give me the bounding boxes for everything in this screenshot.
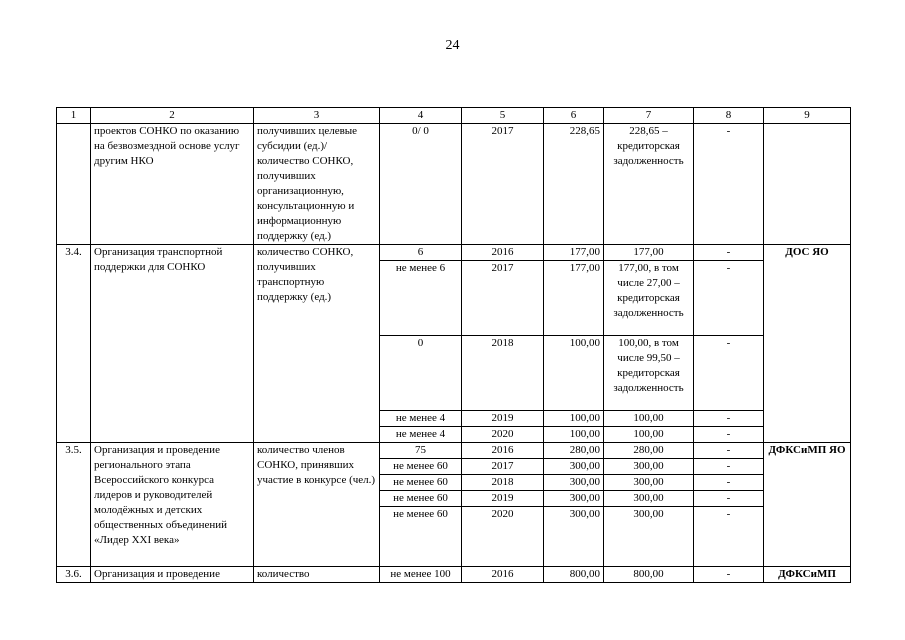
- cell-col8: -: [694, 427, 764, 443]
- cell-note: 100,00: [604, 411, 694, 427]
- table-row: [57, 443, 851, 459]
- cell-indicator: количество: [254, 567, 380, 583]
- cell-target: 6: [380, 245, 462, 261]
- cell-year: 2020: [462, 507, 544, 567]
- cell-indicator: количество СОНКО, получивших транспортную поддержку (ед.): [254, 245, 380, 443]
- cell-num: 3.4.: [57, 245, 91, 443]
- cell-year: 2018: [462, 475, 544, 491]
- cell-amount: 100,00: [544, 427, 604, 443]
- table-row: [57, 567, 851, 583]
- cell-col8: -: [694, 459, 764, 475]
- cell-amount: 228,65: [544, 124, 604, 245]
- page-number: 24: [445, 38, 460, 53]
- header-cell: 1: [57, 108, 91, 124]
- cell-note: 228,65 – кредиторская задолженность: [604, 124, 694, 245]
- cell-note: 300,00: [604, 491, 694, 507]
- cell-amount: 300,00: [544, 475, 604, 491]
- cell-indicator: количество членов СОНКО, принявших участие в конкурсе (чел.): [254, 443, 380, 567]
- cell-target: 0: [380, 336, 462, 411]
- cell-title: Организация транспортной поддержки для СОНКО: [91, 245, 254, 443]
- cell-target: не менее 60: [380, 459, 462, 475]
- cell-col8: -: [694, 507, 764, 567]
- cell-note: 300,00: [604, 459, 694, 475]
- cell-col8: -: [694, 124, 764, 245]
- cell-num: [57, 124, 91, 245]
- cell-note: 800,00: [604, 567, 694, 583]
- cell-amount: 177,00: [544, 261, 604, 336]
- cell-col8: -: [694, 443, 764, 459]
- table-row: [57, 245, 851, 261]
- cell-amount: 280,00: [544, 443, 604, 459]
- cell-col8: -: [694, 567, 764, 583]
- cell-note: 300,00: [604, 507, 694, 567]
- cell-target: не менее 6: [380, 261, 462, 336]
- cell-col8: -: [694, 261, 764, 336]
- cell-target: не менее 60: [380, 507, 462, 567]
- cell-year: 2016: [462, 245, 544, 261]
- cell-target: не менее 60: [380, 491, 462, 507]
- cell-executor: ДФКСиМП: [764, 567, 851, 583]
- cell-note: 100,00, в том числе 99,50 – кредиторская задолженность: [604, 336, 694, 411]
- header-cell: 8: [694, 108, 764, 124]
- cell-note: 177,00, в том числе 27,00 – кредиторская задолженность: [604, 261, 694, 336]
- cell-year: 2019: [462, 491, 544, 507]
- cell-note: 280,00: [604, 443, 694, 459]
- cell-amount: 100,00: [544, 411, 604, 427]
- cell-title: Организация и проведение регионального этапа Всероссийского конкурса лидеров и руководителей молодёжных и детских общественных объединений «Лидер XXI века»: [91, 443, 254, 567]
- header-row: [57, 108, 851, 124]
- cell-col8: -: [694, 475, 764, 491]
- cell-target: 75: [380, 443, 462, 459]
- cell-num: 3.5.: [57, 443, 91, 567]
- cell-year: 2017: [462, 261, 544, 336]
- cell-note: 300,00: [604, 475, 694, 491]
- cell-year: 2017: [462, 124, 544, 245]
- cell-executor: ДОС ЯО: [764, 245, 851, 443]
- program-table: [56, 107, 851, 583]
- cell-title: проектов СОНКО по оказанию на безвозмездной основе услуг другим НКО: [91, 124, 254, 245]
- header-cell: 3: [254, 108, 380, 124]
- cell-executor: ДФКСиМП ЯО: [764, 443, 851, 567]
- cell-amount: 300,00: [544, 491, 604, 507]
- header-cell: 5: [462, 108, 544, 124]
- cell-title: Организация и проведение: [91, 567, 254, 583]
- cell-executor: [764, 124, 851, 245]
- header-cell: 4: [380, 108, 462, 124]
- cell-amount: 300,00: [544, 459, 604, 475]
- cell-col8: -: [694, 245, 764, 261]
- cell-indicator: получивших целевые субсидии (ед.)/ количество СОНКО, получивших организационную, консультационную и информационную поддержку (ед.): [254, 124, 380, 245]
- header-cell: 9: [764, 108, 851, 124]
- cell-amount: 300,00: [544, 507, 604, 567]
- header-cell: 6: [544, 108, 604, 124]
- cell-year: 2016: [462, 567, 544, 583]
- cell-target: не менее 100: [380, 567, 462, 583]
- table-row: [57, 124, 851, 245]
- cell-note: 100,00: [604, 427, 694, 443]
- cell-num: 3.6.: [57, 567, 91, 583]
- cell-col8: -: [694, 336, 764, 411]
- cell-year: 2016: [462, 443, 544, 459]
- cell-target: 0/ 0: [380, 124, 462, 245]
- cell-amount: 100,00: [544, 336, 604, 411]
- header-cell: 2: [91, 108, 254, 124]
- cell-year: 2017: [462, 459, 544, 475]
- header-cell: 7: [604, 108, 694, 124]
- cell-year: 2018: [462, 336, 544, 411]
- cell-year: 2019: [462, 411, 544, 427]
- cell-amount: 800,00: [544, 567, 604, 583]
- cell-amount: 177,00: [544, 245, 604, 261]
- cell-col8: -: [694, 411, 764, 427]
- cell-year: 2020: [462, 427, 544, 443]
- cell-col8: -: [694, 491, 764, 507]
- cell-target: не менее 4: [380, 411, 462, 427]
- cell-target: не менее 4: [380, 427, 462, 443]
- cell-note: 177,00: [604, 245, 694, 261]
- cell-target: не менее 60: [380, 475, 462, 491]
